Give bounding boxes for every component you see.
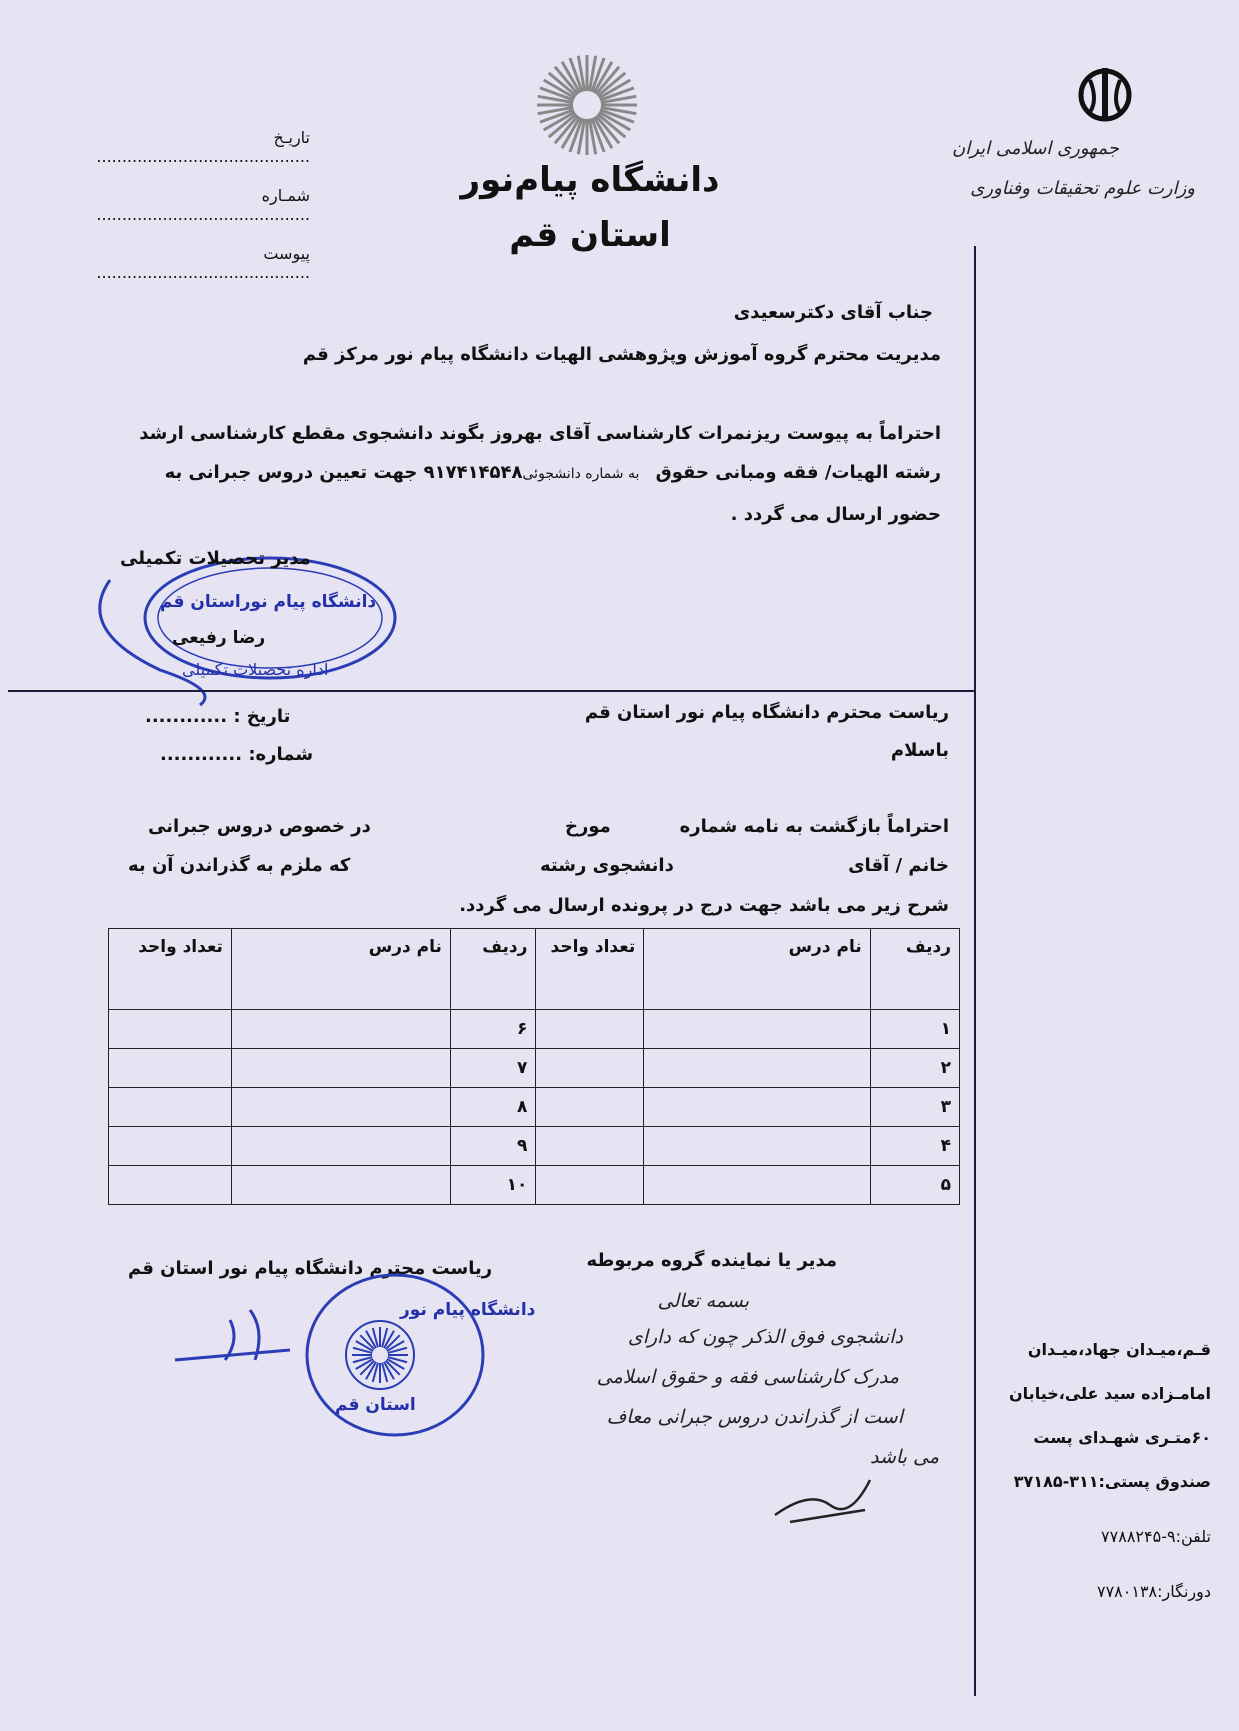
emblem-line2: وزارت علوم تحقیقات وفناوری: [970, 178, 1195, 199]
table-row: [109, 1010, 960, 1049]
table-cell: [109, 1010, 232, 1049]
table-header-cell: ردیف: [450, 929, 536, 1010]
table-cell: [536, 1088, 644, 1127]
date-dots: ..........................................: [96, 147, 310, 166]
attach-dots: ..........................................: [96, 263, 310, 282]
table-header-cell: تعداد واحد: [536, 929, 644, 1010]
table-cell: [644, 1049, 870, 1088]
table-cell: ۵: [870, 1166, 959, 1205]
signer-name: رضا رفیعی: [172, 628, 266, 648]
stamp2-bottom-text: استان قم: [335, 1395, 416, 1415]
margin-divider: [974, 246, 976, 1696]
president-signature: [170, 1300, 320, 1370]
table-cell: [231, 1127, 450, 1166]
letter2-date-label: تاریخ :: [233, 706, 291, 727]
attach-field: [70, 244, 310, 282]
handwriting-line0: بسمه تعالی: [657, 1290, 749, 1312]
table-cell: [536, 1049, 644, 1088]
attach-label: پیوست: [263, 244, 310, 263]
letter1-field: رشته الهیات/ فقه ومبانی حقوق: [655, 462, 941, 483]
table-header-cell: تعداد واحد: [109, 929, 232, 1010]
letter2-body-b2: دانشجوی رشته: [540, 855, 674, 876]
address-line1: قـم،میـدان جهاد،میـدان: [1027, 1340, 1211, 1359]
letter2-date: [145, 706, 290, 727]
table-cell: [231, 1010, 450, 1049]
letter2-body-a2: مورخ: [565, 816, 611, 837]
table-cell: ۱۰: [450, 1166, 536, 1205]
address-line4: صندوق پستی:۳۱۱-۳۷۱۸۵: [1013, 1472, 1211, 1491]
signer-title: مدیر تحصیلات تکمیلی: [120, 548, 311, 569]
table-cell: [109, 1049, 232, 1088]
table-row: [109, 1166, 960, 1205]
letter1-body-line3: حضور ارسال می گردد .: [730, 504, 941, 525]
address-fax: دورنگار:۷۷۸۰۱۳۸: [1096, 1582, 1211, 1601]
table-cell: [231, 1166, 450, 1205]
handwriting-line1: دانشجوی فوق الذکر چون که دارای: [627, 1326, 903, 1348]
course-table: [108, 928, 960, 1205]
table-row: [109, 1049, 960, 1088]
table-header-cell: نام درس: [231, 929, 450, 1010]
emblem-icon: [1060, 60, 1150, 130]
university-province: استان قم: [509, 215, 671, 255]
table-cell: [109, 1088, 232, 1127]
emblem-line1: جمهوری اسلامی ایران: [952, 138, 1119, 159]
date-field: [70, 128, 310, 166]
table-cell: ۱: [870, 1010, 959, 1049]
letter2-greeting: باسلام: [890, 740, 949, 761]
table-cell: [644, 1166, 870, 1205]
letter2-body-b3: که ملزم به گذراندن آن به: [128, 855, 351, 876]
table-cell: [109, 1127, 232, 1166]
table-row: [109, 1088, 960, 1127]
table-cell: ۶: [450, 1010, 536, 1049]
university-name: دانشگاه پیام‌نور: [460, 160, 720, 200]
table-cell: [644, 1010, 870, 1049]
letter2-number-label: شماره:: [248, 744, 314, 765]
table-cell: [644, 1127, 870, 1166]
number-dots: ..........................................: [96, 205, 310, 224]
letter1-recipient: جناب آقای دکترسعیدی: [733, 302, 933, 323]
letter2-date-dots: ............: [145, 706, 228, 727]
address-phone: تلفن:۹-۷۷۸۸۲۴۵: [1101, 1527, 1211, 1546]
table-header-cell: ردیف: [870, 929, 959, 1010]
table-row: [109, 1127, 960, 1166]
section-divider: [8, 690, 974, 692]
table-cell: ۳: [870, 1088, 959, 1127]
table-cell: [536, 1010, 644, 1049]
letter2-body-a1: احتراماً بازگشت به نامه شماره: [679, 816, 949, 837]
letter2-number: [160, 744, 313, 765]
group-manager-signature: [770, 1470, 880, 1530]
letter2-body-b1: خانم / آقای: [848, 855, 949, 876]
handwriting-line3: است از گذراندن دروس جبرانی معاف: [606, 1406, 903, 1428]
number-field: [70, 186, 310, 224]
letter1-body-line1: احتراماً به پیوست ریزنمرات کارشناسی آقای بهروز بگوند دانشجوی مقطع کارشناسی ارشد: [139, 423, 941, 444]
stamp2-top-text: دانشگاه پیام نور: [400, 1300, 536, 1320]
address-line2: امامـزاده سید علی،خیابان: [1009, 1384, 1211, 1403]
emblem: [1060, 60, 1150, 130]
letter2-number-dots: ............: [160, 744, 243, 765]
table-cell: ۴: [870, 1127, 959, 1166]
table-cell: ۲: [870, 1049, 959, 1088]
letter2-recipient: ریاست محترم دانشگاه پیام نور استان قم: [584, 702, 949, 723]
group-manager-label: مدیر یا نماینده گروه مربوطه: [586, 1250, 837, 1271]
table-cell: [536, 1127, 644, 1166]
letter2-body-a3: در خصوص دروس جبرانی: [148, 816, 371, 837]
table-cell: ۷: [450, 1049, 536, 1088]
handwriting-line4: می باشد: [869, 1446, 939, 1468]
table-cell: [231, 1088, 450, 1127]
stamp1-subtext: اداره تحصیلات تکمیلی: [182, 660, 329, 679]
table-header-cell: نام درس: [644, 929, 870, 1010]
sunburst-logo-icon: [532, 50, 642, 160]
table-header-row: [109, 929, 960, 1010]
president-label: ریاست محترم دانشگاه پیام نور استان قم: [128, 1258, 493, 1279]
table-cell: ۸: [450, 1088, 536, 1127]
handwriting-line2: مدرک کارشناسی فقه و حقوق اسلامی: [596, 1366, 899, 1388]
address-line3: ۶۰متـری شهـدای پست: [1033, 1428, 1211, 1447]
letter1-body-line2: [165, 462, 941, 483]
table-cell: ۹: [450, 1127, 536, 1166]
table-cell: [109, 1166, 232, 1205]
letter1-student-no: ۹۱۷۴۱۴۵۴۸ جهت تعیین دروس جبرانی به: [164, 462, 523, 483]
number-label: شمـاره: [261, 186, 310, 205]
letter1-student-no-label: به شماره دانشجوئی: [522, 466, 640, 482]
letter1-recipient-title: مدیریت محترم گروه آموزش وپژوهشی الهیات دانشگاه پیام نور مرکز قم: [302, 344, 941, 365]
table-cell: [536, 1166, 644, 1205]
letter2-body-c: شرح زیر می باشد جهت درج در پرونده ارسال می گردد.: [459, 895, 949, 916]
table-cell: [644, 1088, 870, 1127]
stamp1-text: دانشگاه پیام نوراستان قم: [160, 592, 377, 612]
table-cell: [231, 1049, 450, 1088]
university-logo: [532, 50, 642, 160]
date-label: تاریـخ: [273, 128, 310, 147]
